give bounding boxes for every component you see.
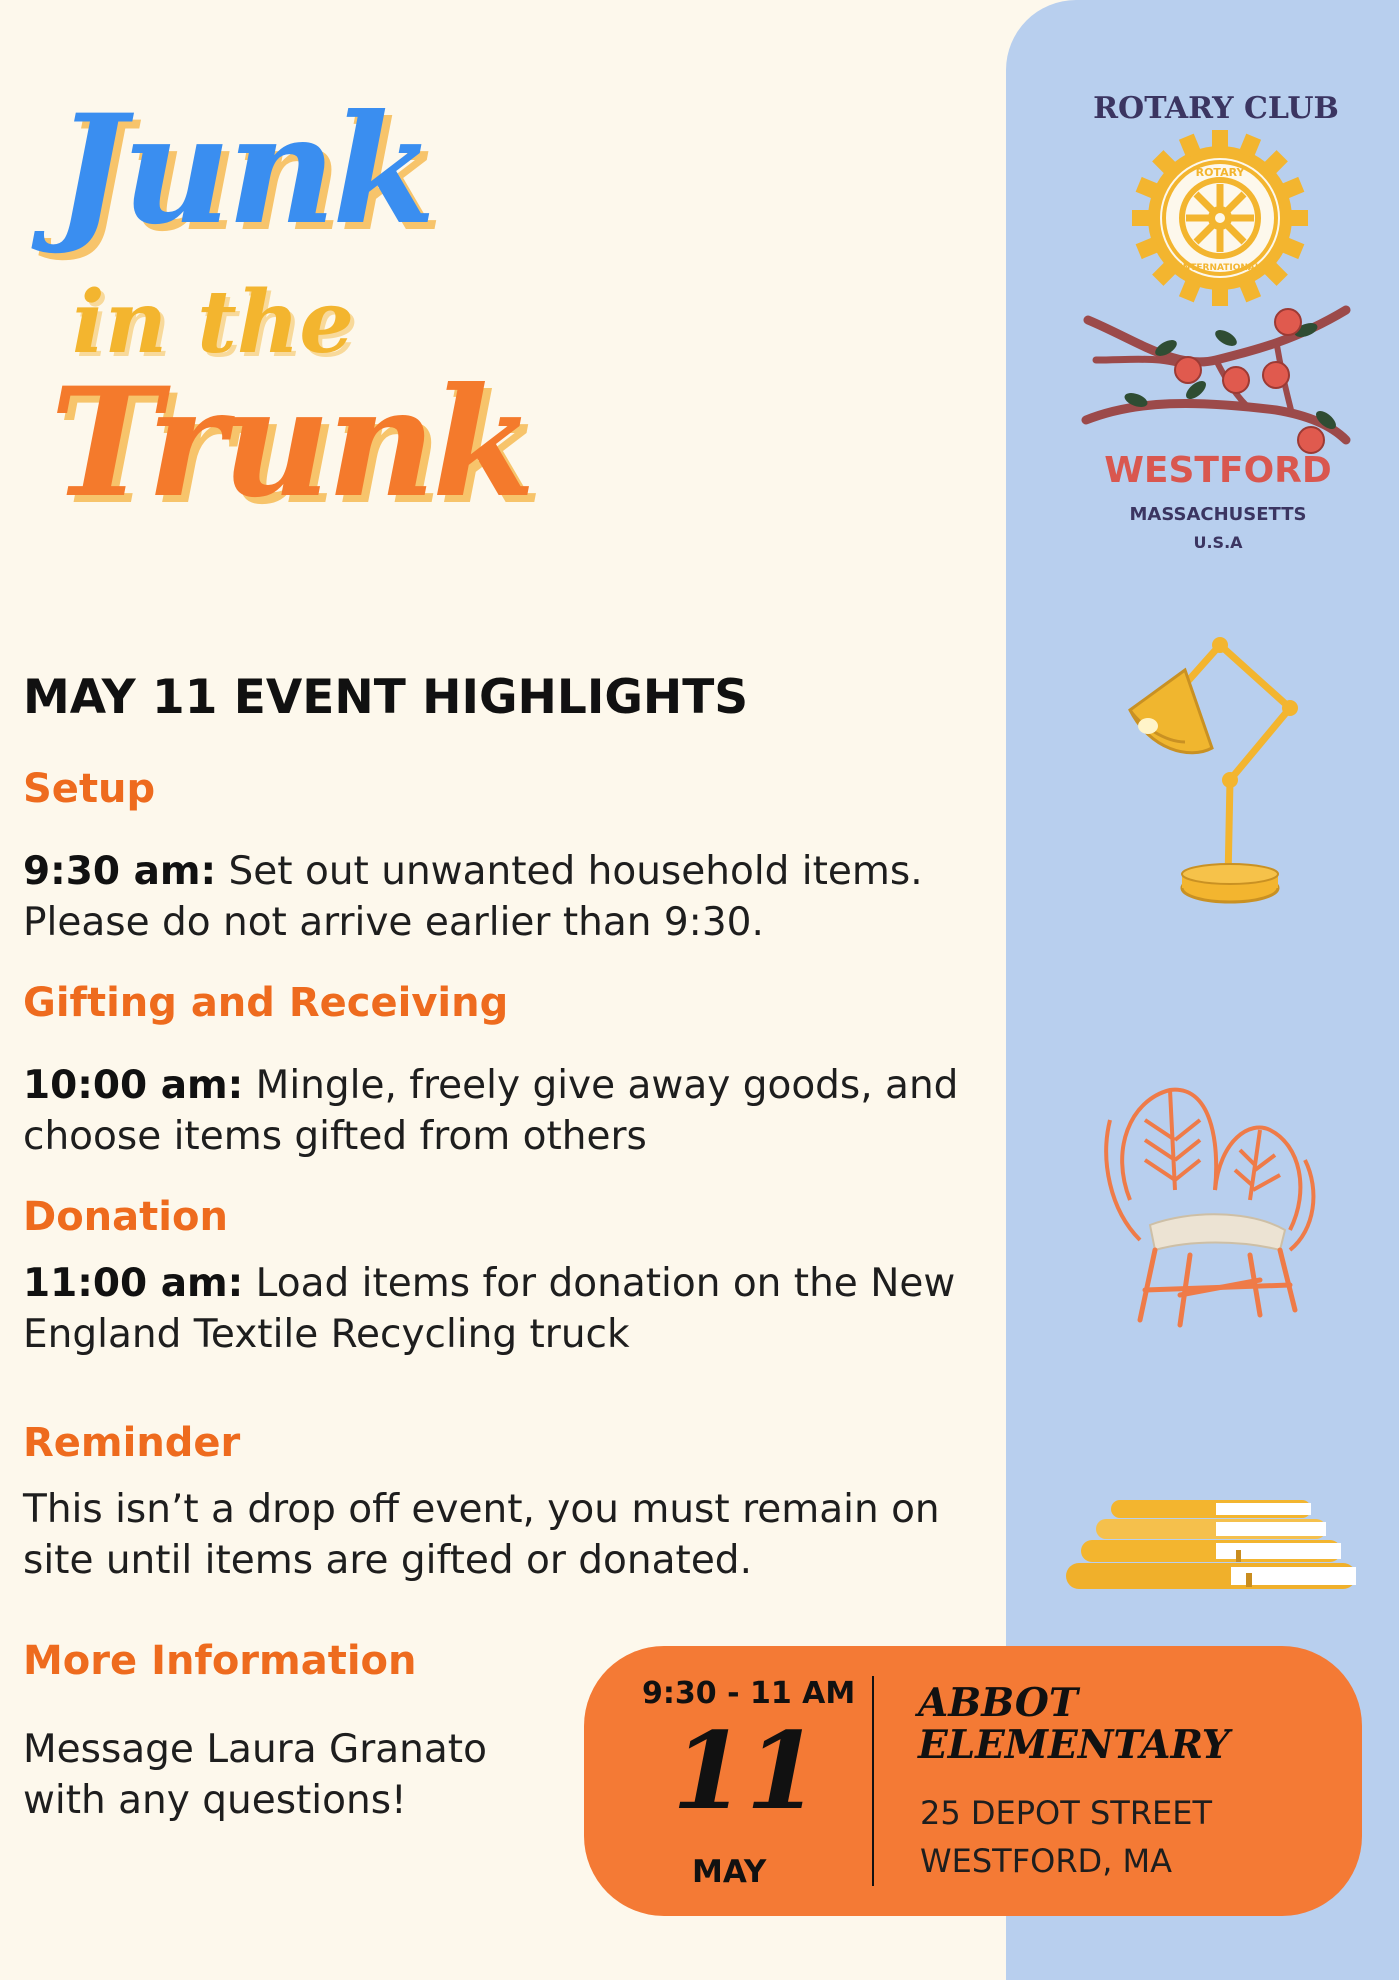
badge-month: MAY <box>692 1854 767 1890</box>
logo-ring-top-text: ROTARY <box>1195 166 1245 179</box>
logo-country: U.S.A <box>1193 533 1243 552</box>
gifting-description: Mingle, freely give away goods, and choose items gifted from others <box>23 1063 959 1159</box>
gifting-heading: Gifting and Receiving <box>23 980 509 1026</box>
logo-graphic <box>1076 80 1356 570</box>
setup-description: Set out unwanted household items. Please do not arrive earlier than 9:30. <box>23 849 923 945</box>
title-junk: Junk <box>55 82 433 258</box>
logo-ring-bottom-text: INTERNATIONAL <box>1179 263 1261 273</box>
badge-divider <box>872 1676 874 1886</box>
logo-town: WESTFORD <box>1104 450 1332 491</box>
more-info-heading: More Information <box>23 1638 417 1684</box>
badge-day: 11 <box>672 1708 820 1833</box>
setup-time: 9:30 am: <box>23 849 217 894</box>
desk-lamp-icon <box>1110 630 1310 920</box>
logo-club-name: ROTARY CLUB <box>1093 91 1339 126</box>
gifting-text <box>23 1060 983 1162</box>
donation-time: 11:00 am: <box>23 1261 244 1306</box>
gifting-time: 10:00 am: <box>23 1063 244 1108</box>
donation-text <box>23 1258 983 1360</box>
title-trunk: Trunk <box>50 355 532 531</box>
setup-text <box>23 846 983 948</box>
event-date-badge <box>584 1646 1362 1916</box>
donation-description: Load items for donation on the New England Textile Recycling truck <box>23 1261 956 1357</box>
apple-branch-icon <box>1086 309 1346 453</box>
event-highlights-heading: MAY 11 EVENT HIGHLIGHTS <box>23 670 749 725</box>
reminder-heading: Reminder <box>23 1420 241 1466</box>
rotary-wheel-icon <box>1132 130 1308 306</box>
badge-time: 9:30 - 11 AM <box>642 1676 856 1711</box>
badge-address-line1: 25 DEPOT STREET <box>920 1794 1213 1832</box>
setup-heading: Setup <box>23 766 156 812</box>
more-info-text: Message Laura Granato with any questions! <box>23 1727 487 1823</box>
rattan-chair-icon <box>1100 1080 1320 1330</box>
reminder-text: This isn’t a drop off event, you must remain on site until items are gifted or donated. <box>23 1487 940 1583</box>
badge-address-line2: WESTFORD, MA <box>920 1842 1173 1880</box>
badge-venue: ABBOT ELEMENTARY <box>918 1680 1230 1768</box>
title-in-the: in the <box>72 272 355 373</box>
logo-state: MASSACHUSETTS <box>1129 504 1307 525</box>
rotary-westford-logo <box>1076 80 1356 570</box>
stacked-books-icon <box>1066 1495 1356 1595</box>
donation-heading: Donation <box>23 1194 228 1240</box>
badge-address <box>920 1789 1212 1885</box>
